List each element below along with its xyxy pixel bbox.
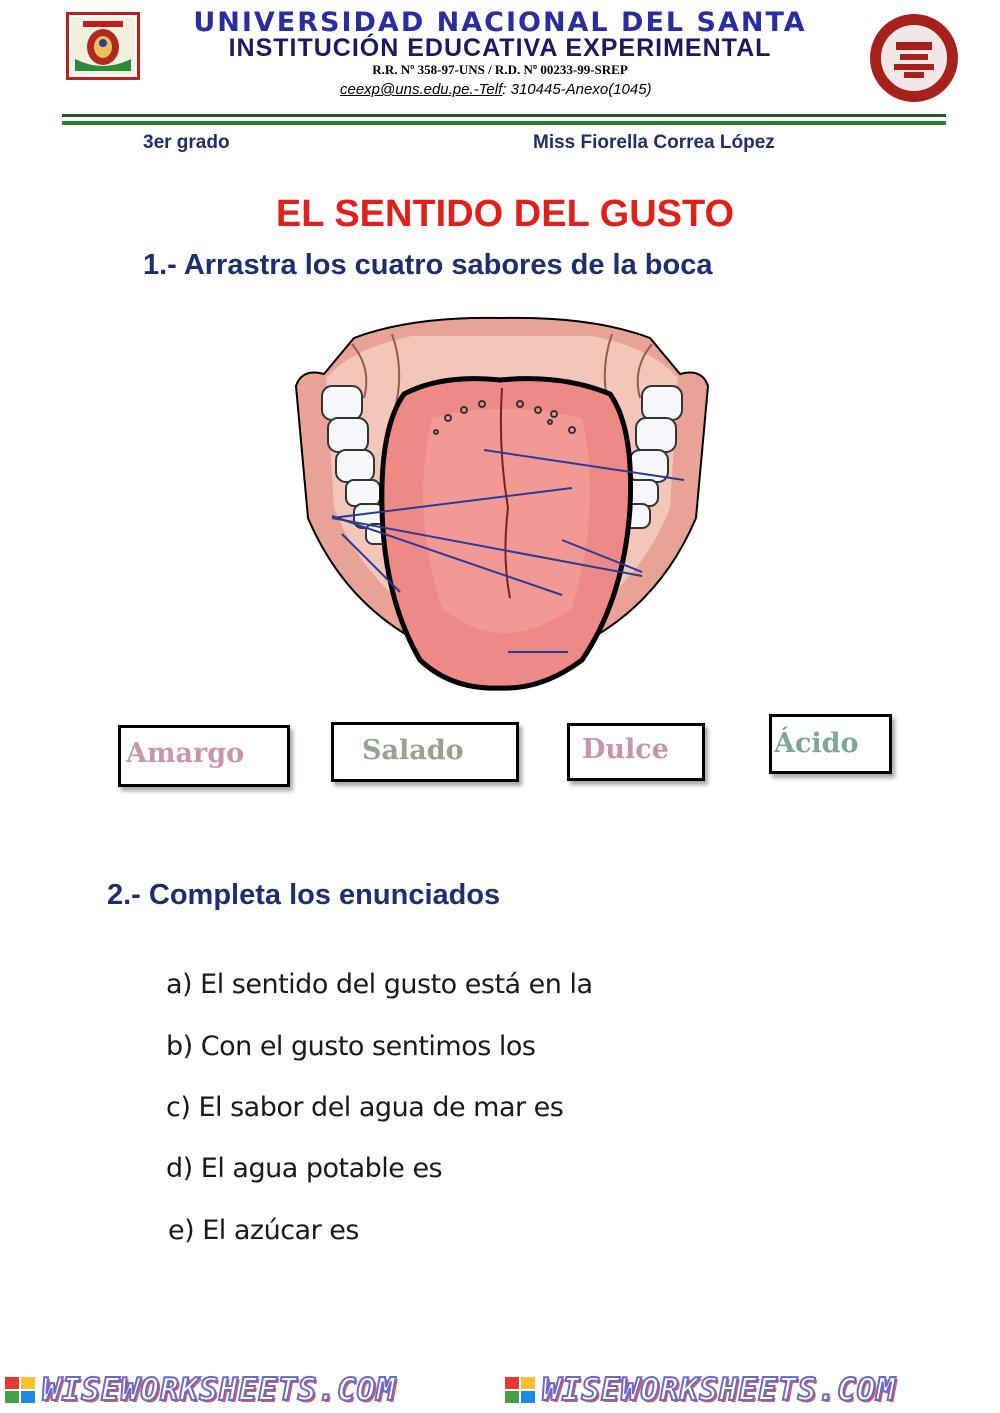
wiseworksheets-logo-icon [504,1376,536,1404]
university-name: UNIVERSIDAD NACIONAL DEL SANTA [193,7,807,38]
flavor-box-acido[interactable]: Ácido [769,714,892,774]
statement-c: c) El sabor del agua de mar es [166,1092,564,1123]
wiseworksheets-logo-icon [4,1376,36,1404]
teacher-name: Miss Fiorella Correa López [533,132,775,153]
institution-name: INSTITUCIÓN EDUCATIVA EXPERIMENTAL [228,34,772,62]
contact-phone: : 310445-Anexo(1045) [502,81,652,98]
grade-label: 3er grado [143,132,230,153]
tongue-illustration [292,308,712,693]
footer-watermark [0,1372,1000,1408]
header-rule-top [62,114,946,117]
watermark-right [500,1372,1000,1408]
page-title: EL SENTIDO DEL GUSTO [275,193,735,235]
statement-d: d) El agua potable es [166,1153,443,1184]
resolution-text: R.R. Nº 358-97-UNS / R.D. Nº 00233-99-SREP [372,62,628,77]
contact-email[interactable]: ceexp@uns.edu.pe.-Telf [340,81,503,98]
flavor-box-amargo[interactable]: Amargo [118,725,290,787]
statement-a: a) El sentido del gusto está en la [166,969,593,1000]
flavor-box-dulce[interactable]: Dulce [567,723,705,781]
flavor-box-salado[interactable]: Salado [331,722,519,782]
contact-line [340,80,700,100]
watermark-text: WISEWORKSHEETS.COM [542,1372,896,1408]
university-seal-icon [868,12,960,104]
school-crest-icon [66,12,140,80]
header-rule-bottom [62,121,946,125]
watermark-left [0,1372,500,1408]
statement-e: e) El azúcar es [168,1215,359,1246]
question-1: 1.- Arrastra los cuatro sabores de la boca [143,249,713,281]
watermark-text: WISEWORKSHEETS.COM [42,1372,396,1408]
question-2: 2.- Completa los enunciados [107,879,501,911]
statement-b: b) Con el gusto sentimos los [166,1031,536,1062]
